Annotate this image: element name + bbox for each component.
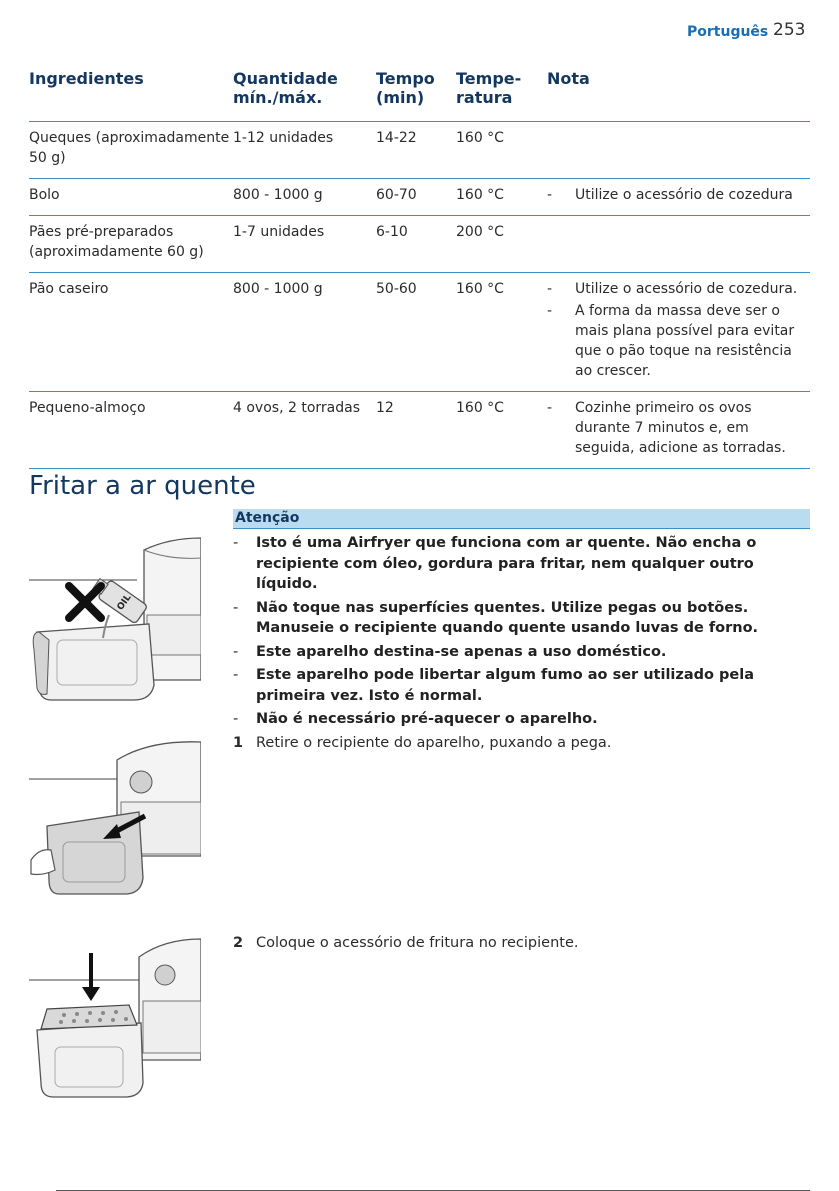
step-number: 2 [233,935,244,951]
table-row [29,122,810,179]
table-row [29,216,810,273]
cooking-table [29,66,810,469]
cell-temperature: 200 °C [456,216,547,273]
cell-temperature: 160 °C [456,122,547,179]
warning-dash: - [233,711,239,727]
header-language: Português [687,24,769,40]
table-row [29,392,810,469]
note-dash: - [547,400,553,416]
cell-quantity: 4 ovos, 2 torradas [233,392,376,469]
note-text: A forma da massa deve ser o mais plana possível para evitar que o pão toque na resistência ao crescer. [575,303,795,379]
note-dash: - [547,187,553,203]
warning-list [233,529,810,730]
cell-time: 6-10 [376,216,456,273]
note-item [547,185,810,205]
header-temperature: Tempe-ratura [456,66,547,122]
cell-note [547,122,810,179]
cell-time: 14-22 [376,122,456,179]
cell-time: 60-70 [376,179,456,216]
warning-item [233,533,810,595]
step-1 [233,735,611,751]
warning-text: Este aparelho pode libertar algum fumo ao ser utilizado pela primeira vez. Isto é normal. [256,667,754,704]
cell-ingredient: Pequeno-almoço [29,392,233,469]
warning-item [233,598,810,639]
header-ingredients: Ingredientes [29,66,233,122]
cell-quantity: 1-7 unidades [233,216,376,273]
warning-text: Este aparelho destina-se apenas a uso doméstico. [256,643,667,660]
note-text: Utilize o acessório de cozedura. [575,281,798,297]
warning-dash: - [233,667,239,683]
warning-text: Não toque nas superfícies quentes. Utilize pegas ou botões. Manuseie o recipiente quando quente usando luvas de forno. [256,599,759,636]
note-item [547,398,810,458]
cell-note [547,179,810,216]
header-note: Nota [547,66,810,122]
table-row [29,179,810,216]
down-arrow-icon [82,953,100,1001]
bottle-label: OIL [115,592,134,613]
illustration-no-oil [29,520,201,705]
note-item [547,301,810,381]
warning-dash: - [233,599,239,616]
illustration-insert-accessory [29,935,201,1100]
step-text: Coloque o acessório de fritura no recipiente. [256,935,579,951]
page-number: 253 [773,20,806,40]
cell-time: 12 [376,392,456,469]
cell-note [547,273,810,392]
cell-note [547,392,810,469]
section-title: Fritar a ar quente [29,471,256,501]
illustration-remove-basket [29,738,201,898]
attention-heading: Atenção [233,509,810,529]
warning-text: Isto é uma Airfryer que funciona com ar quente. Não encha o recipiente com óleo, gordura para fritar, nem qualquer outro líquido. [256,535,757,592]
step-number: 1 [233,735,244,751]
warning-item [233,665,810,706]
note-text: Utilize o acessório de cozedura [575,187,793,203]
step-text: Retire o recipiente do aparelho, puxando a pega. [256,735,612,751]
warning-item [233,709,810,730]
cell-ingredient: Queques (aproximadamente 50 g) [29,122,233,179]
warning-dash: - [233,643,239,660]
warning-dash: - [233,535,239,551]
cell-ingredient: Pães pré-preparados (aproximadamente 60 g) [29,216,233,273]
warning-text: Não é necessário pré-aquecer o aparelho. [256,711,598,727]
note-text: Cozinhe primeiro os ovos durante 7 minutos e, em seguida, adicione as torradas. [575,400,786,456]
cell-temperature: 160 °C [456,179,547,216]
cell-quantity: 800 - 1000 g [233,179,376,216]
cell-temperature: 160 °C [456,392,547,469]
cell-quantity: 800 - 1000 g [233,273,376,392]
note-dash: - [547,281,553,297]
header-time: Tempo (min) [376,66,456,122]
cell-ingredient: Pão caseiro [29,273,233,392]
step-2 [233,935,578,951]
prohibited-icon [69,586,101,618]
cell-ingredient: Bolo [29,179,233,216]
table-header-row [29,66,810,122]
warning-item [233,642,810,663]
cell-quantity: 1-12 unidades [233,122,376,179]
cell-note [547,216,810,273]
control-knob-icon [130,771,152,793]
header-quantity: Quantidade mín./máx. [233,66,376,122]
note-item [547,279,810,299]
cell-temperature: 160 °C [456,273,547,392]
cell-time: 50-60 [376,273,456,392]
table-row [29,273,810,392]
attention-block [233,509,810,733]
note-dash: - [547,303,553,319]
